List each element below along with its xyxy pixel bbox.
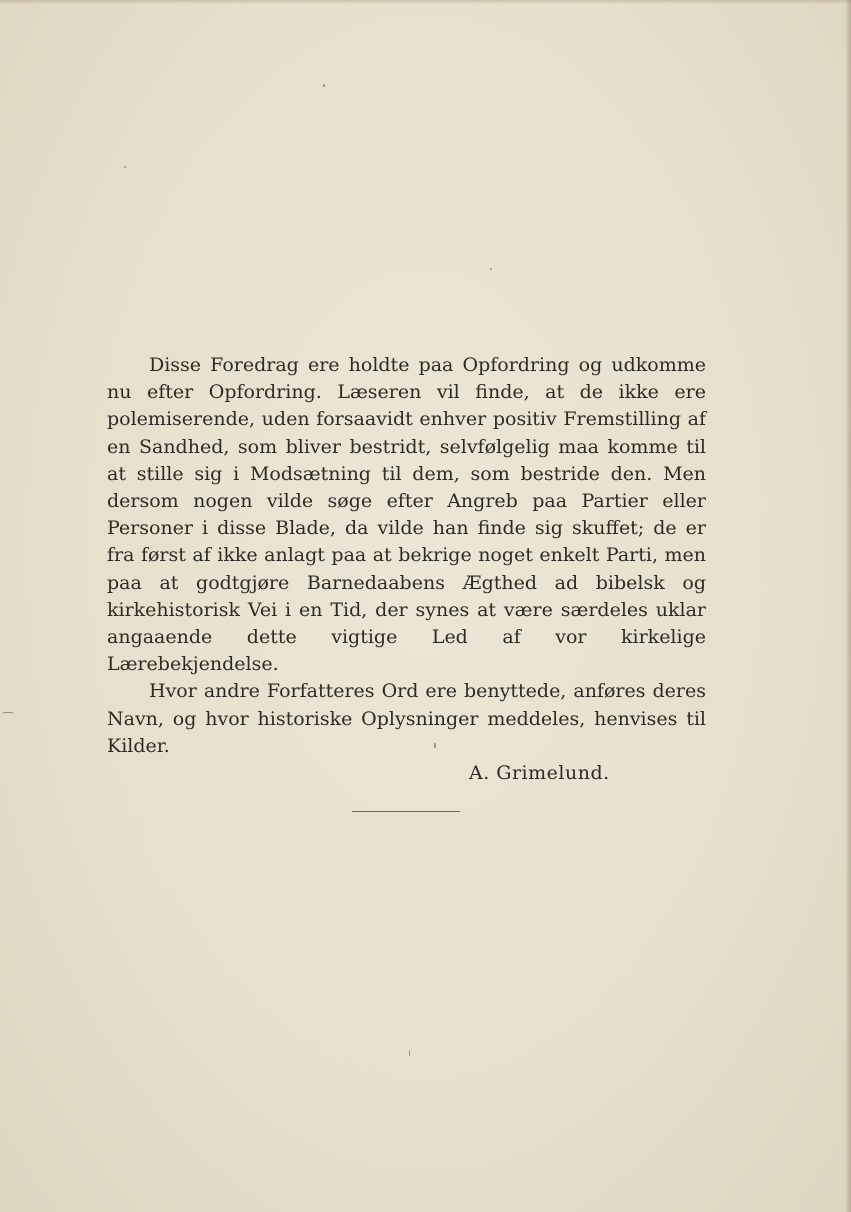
paper-speck	[434, 743, 436, 748]
preface-text	[107, 352, 706, 787]
paper-speck	[323, 84, 325, 87]
page-top-shadow	[0, 0, 851, 4]
section-divider	[352, 811, 460, 812]
paper-speck	[124, 166, 126, 168]
preface-paragraph-1: Disse Foredrag ere holdte paa Opfordring og udkomme nu efter Opfordring. Læseren vil finde, at de ikke ere polemiserende, uden forsaavidt enhver positiv Fremstilling af en Sandhed, som bliver bestridt, selvfølgelig maa komme til at stille sig i Modsætning til dem, som bestride den. Men dersom nogen vilde søge efter Angreb paa Partier eller Personer i disse Blade, da vilde han finde sig skuffet; de er fra først af ikke anlagt paa at bekrige noget enkelt Parti, men paa at godtgjøre Barnedaabens Ægthed ad bibelsk og kirkehistorisk Vei i en Tid, der synes at være særdeles uklar angaaende dette vigtige Led af vor kirkelige Lærebekjendelse.	[107, 354, 706, 676]
paper-speck	[409, 1050, 410, 1056]
paper-speck	[3, 712, 13, 713]
paper-speck	[490, 268, 492, 270]
author-signature: A. Grimelund.	[469, 762, 610, 785]
page-edge-shadow	[845, 0, 851, 1212]
preface-paragraph-2: Hvor andre Forfatteres Ord ere benyttede, anføres deres Navn, og hvor historiske Oplysninger meddeles, henvises til Kilder.	[107, 680, 706, 757]
